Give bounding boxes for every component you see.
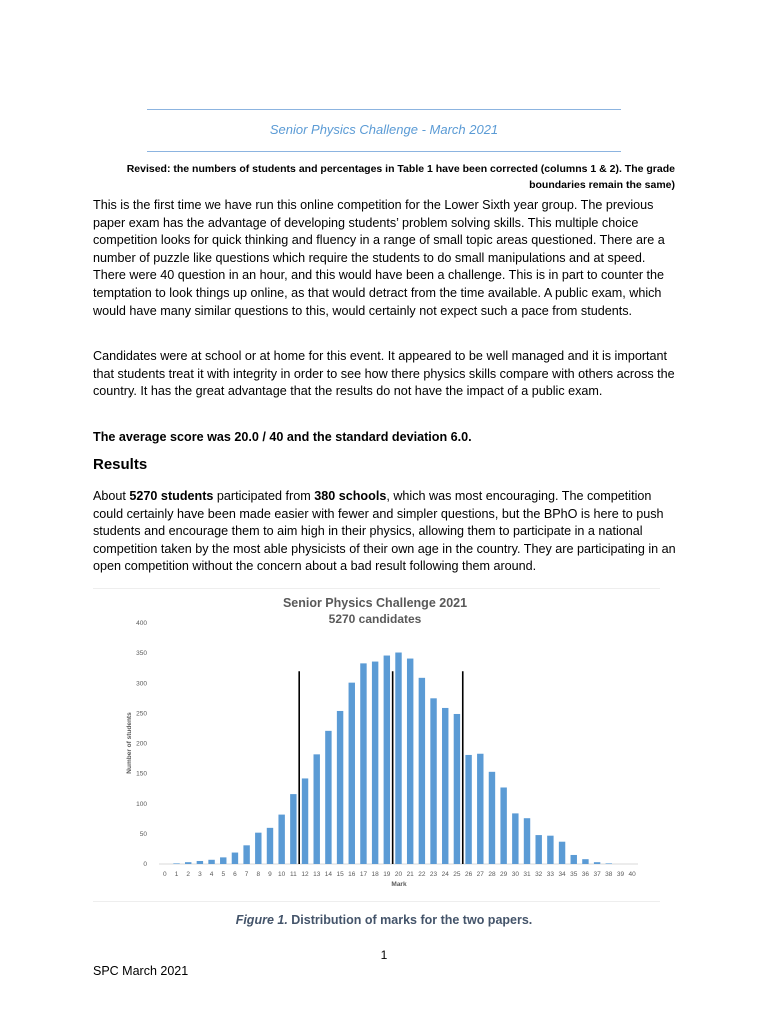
x-tick-label: 34 (558, 871, 566, 878)
bar-mark-32 (535, 835, 541, 864)
x-tick-label: 7 (244, 871, 249, 878)
results-text-start: About (93, 489, 130, 503)
bar-mark-28 (489, 772, 495, 864)
student-count: 5270 students (129, 489, 214, 503)
x-tick-label: 17 (359, 871, 368, 878)
x-tick-label: 5 (221, 871, 226, 878)
bar-mark-33 (547, 836, 553, 864)
y-axis-label: Number of students (126, 712, 133, 774)
bar-mark-27 (477, 754, 483, 864)
figure-caption (93, 913, 675, 927)
y-tick-label: 250 (136, 710, 147, 718)
x-tick-label: 18 (371, 871, 379, 878)
x-tick-label: 13 (313, 871, 321, 878)
bar-mark-8 (255, 833, 261, 864)
bar-mark-30 (512, 813, 518, 864)
bar-mark-29 (500, 787, 506, 864)
y-tick-label: 400 (136, 620, 147, 627)
x-tick-label: 32 (535, 871, 543, 878)
results-text-end: , which was most encouraging. The competition could certainly have been made easier with fewer and simpler questions, but the BPhO is here to push students and encourage them to aim high in their physics, allowing them to participate in a national competition taken by the most able physicists of their own age in the country. They are participating in an open competition without the concern about a bad result following them around. (93, 489, 676, 574)
bar-mark-16 (349, 683, 355, 864)
x-axis-label: Mark (391, 881, 407, 888)
bar-mark-7 (243, 845, 249, 864)
bar-mark-34 (559, 842, 565, 864)
school-count: 380 schools (314, 489, 387, 503)
bar-mark-15 (337, 711, 343, 864)
bar-mark-25 (454, 714, 460, 864)
results-paragraph (93, 488, 678, 576)
y-tick-label: 100 (136, 800, 147, 808)
x-tick-label: 11 (289, 871, 297, 878)
bar-mark-3 (197, 861, 203, 864)
bar-mark-35 (571, 855, 577, 864)
x-tick-label: 1 (174, 871, 179, 878)
y-tick-label: 200 (136, 740, 147, 748)
bar-mark-9 (267, 828, 273, 864)
average-score-statement: The average score was 20.0 / 40 and the standard deviation 6.0. (93, 430, 472, 444)
results-heading: Results (93, 456, 148, 473)
x-tick-label: 35 (570, 871, 578, 878)
x-tick-label: 8 (256, 871, 261, 878)
y-tick-label: 50 (139, 830, 147, 838)
x-tick-label: 40 (628, 871, 636, 878)
chart-title: Senior Physics Challenge 2021 (282, 596, 468, 610)
results-text-mid: participated from (213, 489, 315, 503)
y-tick-label: 300 (136, 680, 147, 688)
x-tick-label: 31 (523, 871, 531, 878)
bar-mark-26 (465, 755, 471, 864)
page-header-title: Senior Physics Challenge - March 2021 (269, 122, 499, 137)
x-tick-label: 26 (464, 871, 473, 878)
header-rule-top (147, 109, 621, 110)
x-tick-label: 2 (186, 871, 191, 878)
bar-mark-13 (314, 754, 320, 864)
x-tick-label: 25 (453, 871, 461, 878)
x-tick-label: 27 (476, 871, 484, 878)
chart-marks (136, 620, 638, 878)
x-tick-label: 10 (278, 871, 286, 878)
intro-paragraph-1: This is the first time we have run this online competition for the Lower Sixth year group. The previous paper exam has the advantage of developing students’ problem solving skills. This multiple choice competition looks for quick thinking and fluency in a range of small topic areas questioned. There are a number of puzzle like questions which require the students to do small manipulations and at speed. There were 40 question in an hour, and this would have been a challenge. This is in part to counter the temptation to look things up online, as that would detract from the time available. A public exam, which would have many similar questions to this, would certainly not expect such a pace from students. (93, 198, 665, 318)
page-footer: SPC March 2021 (93, 964, 189, 978)
chart-svg (93, 589, 660, 901)
bar-mark-23 (430, 698, 436, 864)
bar-mark-17 (360, 663, 366, 864)
y-tick-label: 350 (136, 650, 147, 658)
x-tick-label: 20 (394, 871, 403, 878)
bar-mark-19 (384, 656, 390, 864)
x-tick-label: 22 (418, 871, 426, 878)
figure-caption-text: Distribution of marks for the two papers. (287, 913, 533, 927)
bar-mark-5 (220, 857, 226, 864)
page-number: 1 (380, 948, 388, 962)
x-tick-label: 14 (324, 871, 333, 878)
x-tick-label: 16 (348, 871, 356, 878)
bar-mark-38 (606, 863, 612, 864)
bar-mark-18 (372, 662, 378, 864)
figure-label: Figure 1. (235, 913, 288, 927)
x-tick-label: 36 (581, 871, 590, 878)
x-tick-label: 3 (198, 871, 202, 878)
x-tick-label: 29 (500, 871, 508, 878)
bar-mark-1 (173, 863, 179, 864)
x-tick-label: 37 (593, 871, 601, 878)
x-tick-label: 21 (406, 871, 414, 878)
x-tick-label: 23 (429, 871, 438, 878)
bar-mark-6 (232, 853, 238, 864)
x-tick-label: 0 (163, 871, 167, 878)
x-tick-label: 6 (233, 871, 237, 878)
x-tick-label: 24 (441, 871, 449, 878)
x-tick-label: 12 (301, 871, 309, 878)
x-tick-label: 15 (336, 871, 344, 878)
bar-mark-21 (407, 659, 413, 864)
bar-mark-31 (524, 818, 530, 864)
bar-mark-14 (325, 731, 331, 864)
x-tick-label: 30 (511, 871, 519, 878)
x-tick-label: 33 (546, 871, 554, 878)
x-tick-label: 38 (605, 871, 613, 878)
bar-mark-36 (582, 859, 588, 864)
x-tick-label: 28 (488, 871, 496, 878)
x-tick-label: 19 (383, 871, 391, 878)
bar-mark-10 (278, 815, 284, 864)
header-rule-bottom (147, 151, 621, 152)
x-tick-label: 39 (616, 871, 625, 878)
revised-note: Revised: the numbers of students and percentages in Table 1 have been corrected (columns 1 & 2). The grade boundaries remain the same) (126, 163, 675, 191)
x-tick-label: 9 (268, 871, 272, 878)
bar-mark-37 (594, 862, 600, 864)
y-tick-label: 150 (136, 770, 147, 778)
bar-mark-2 (185, 862, 191, 864)
chart-subtitle: 5270 candidates (328, 612, 422, 626)
intro-paragraph-2: Candidates were at school or at home for this event. It appeared to be well managed and it is important that students treat it with integrity in order to see how there physics skills compare with others across the country. It has the great advantage that the results do not have the impact of a public exam. (93, 349, 675, 399)
bar-mark-22 (419, 678, 425, 864)
bar-mark-4 (208, 860, 214, 864)
bar-mark-11 (290, 794, 296, 864)
x-tick-label: 4 (209, 871, 214, 878)
mark-distribution-chart (93, 588, 660, 902)
y-axis-label-group (126, 712, 133, 774)
bar-mark-24 (442, 708, 448, 864)
y-tick-label: 0 (143, 861, 147, 868)
bar-mark-12 (302, 778, 308, 864)
bar-mark-20 (395, 653, 401, 864)
